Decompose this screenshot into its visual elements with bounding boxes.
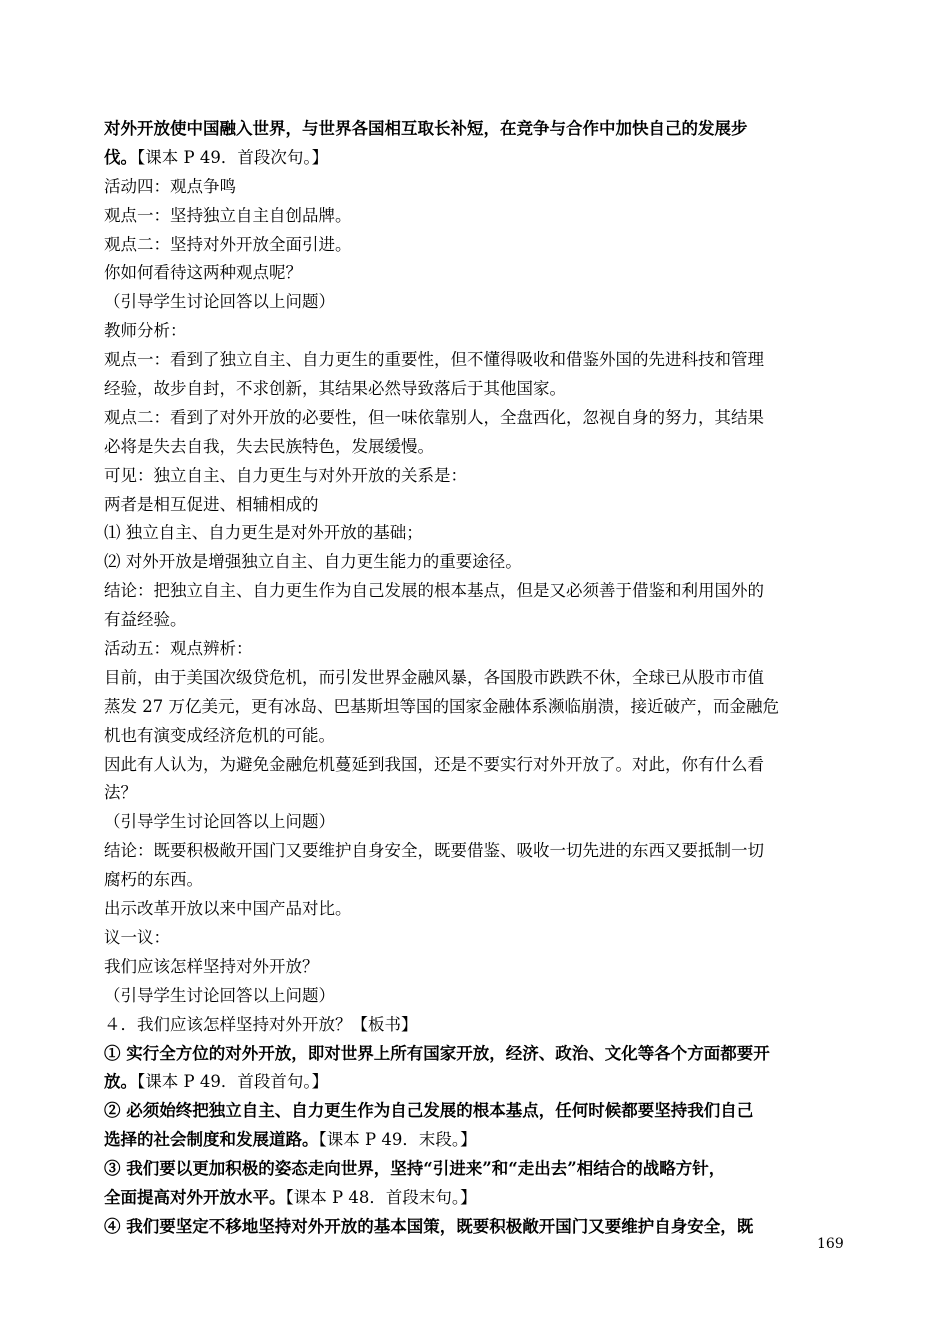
plain-text: 蒸发 27 万亿美元，更有冰岛、巴基斯坦等国的国家金融体系濒临崩溃，接近破产，而金融危	[104, 696, 779, 716]
text-line	[104, 895, 852, 924]
text-line	[104, 1155, 852, 1184]
bold-text: ③ 我们要以更加积极的姿态走向世界，坚持“引进来”和“走出去”相结合的战略方针，	[104, 1159, 726, 1179]
plain-text: 【课本 P 49．首段次句。】	[137, 147, 329, 167]
text-line	[104, 491, 852, 520]
plain-text: ４．我们应该怎样坚持对外开放？【板书】	[104, 1014, 418, 1034]
text-line	[104, 259, 852, 288]
plain-text: 腐朽的东西。	[104, 870, 203, 890]
text-line	[104, 866, 852, 895]
plain-text: 【课本 P 48．首段末句。】	[285, 1187, 477, 1207]
text-line	[104, 1213, 852, 1242]
text-line	[104, 693, 852, 722]
plain-text: 【课本 P 49．首段首句。】	[137, 1072, 329, 1092]
plain-text: 法？	[104, 783, 137, 803]
bold-text: ④ 我们要坚定不移地坚持对外开放的基本国策，既要积极敞开国门又要维护自身安全，既	[104, 1216, 754, 1236]
plain-text: 观点一：看到了独立自主、自力更生的重要性，但不懂得吸收和借鉴外国的先进科技和管理	[104, 350, 764, 370]
bold-text: 放。	[104, 1072, 137, 1092]
text-line	[104, 664, 852, 693]
text-line	[104, 982, 852, 1011]
plain-text: 你如何看待这两种观点呢？	[104, 263, 302, 283]
text-line	[104, 953, 852, 982]
text-line	[104, 779, 852, 808]
bold-text: 全面提高对外开放水平。	[104, 1187, 286, 1207]
plain-text: （引导学生讨论回答以上问题）	[104, 985, 335, 1005]
text-line	[104, 924, 852, 953]
plain-text: ⑵ 对外开放是增强独立自主、自力更生能力的重要途径。	[104, 552, 522, 572]
plain-text: 议一议：	[104, 927, 170, 947]
plain-text: 活动五：观点辨析：	[104, 639, 253, 659]
bold-text: ② 必须始终把独立自主、自力更生作为自己发展的根本基点，任何时候都要坚持我们自己	[104, 1101, 754, 1121]
plain-text: （引导学生讨论回答以上问题）	[104, 812, 335, 832]
plain-text: 机也有演变成经济危机的可能。	[104, 725, 335, 745]
text-line	[104, 635, 852, 664]
plain-text: ⑴ 独立自主、自力更生是对外开放的基础；	[104, 523, 423, 543]
text-line	[104, 317, 852, 346]
text-line	[104, 837, 852, 866]
plain-text: 出示改革开放以来中国产品对比。	[104, 899, 352, 919]
plain-text: 观点二：看到了对外开放的必要性，但一味依靠别人，全盘西化，忽视自身的努力，其结果	[104, 407, 764, 427]
text-line	[104, 462, 852, 491]
text-line	[104, 1068, 852, 1097]
text-line	[104, 519, 852, 548]
text-line	[104, 288, 852, 317]
text-line	[104, 231, 852, 260]
plain-text: 两者是相互促进、相辅相成的	[104, 494, 319, 514]
plain-text: 经验，故步自封，不求创新，其结果必然导致落后于其他国家。	[104, 379, 566, 399]
plain-text: 活动四：观点争鸣	[104, 176, 236, 196]
bold-text: ① 实行全方位的对外开放，即对世界上所有国家开放，经济、政治、文化等各个方面都要开	[104, 1043, 770, 1063]
plain-text: 有益经验。	[104, 610, 187, 630]
text-line	[104, 548, 852, 577]
bold-text: 伐。	[104, 147, 137, 167]
plain-text: 观点二：坚持对外开放全面引进。	[104, 234, 352, 254]
plain-text: （引导学生讨论回答以上问题）	[104, 292, 335, 312]
text-line	[104, 751, 852, 780]
plain-text: 可见：独立自主、自力更生与对外开放的关系是：	[104, 465, 467, 485]
text-line	[104, 606, 852, 635]
plain-text: 结论：把独立自主、自力更生作为自己发展的根本基点，但是又必须善于借鉴和利用国外的	[104, 581, 764, 601]
text-line	[104, 1184, 852, 1213]
text-line	[104, 1126, 852, 1155]
text-line	[104, 144, 852, 173]
text-line	[104, 577, 852, 606]
text-line	[104, 202, 852, 231]
plain-text: 我们应该怎样坚持对外开放？	[104, 956, 319, 976]
plain-text: 因此有人认为，为避免金融危机蔓延到我国，还是不要实行对外开放了。对此，你有什么看	[104, 754, 764, 774]
text-line	[104, 433, 852, 462]
bold-text: 选择的社会制度和发展道路。	[104, 1130, 319, 1150]
page-number: 169	[817, 1236, 844, 1252]
plain-text: 结论：既要积极敞开国门又要维护自身安全，既要借鉴、吸收一切先进的东西又要抵制一切	[104, 841, 764, 861]
plain-text: 【课本 P 49．末段。】	[318, 1130, 477, 1150]
plain-text: 目前，由于美国次级贷危机，而引发世界金融风暴，各国股市跌跌不休，全球已从股市市值	[104, 667, 764, 687]
text-line	[104, 1011, 852, 1040]
text-line	[104, 1040, 852, 1069]
text-line	[104, 346, 852, 375]
text-line	[104, 173, 852, 202]
plain-text: 教师分析：	[104, 321, 187, 341]
text-line	[104, 404, 852, 433]
plain-text: 观点一：坚持独立自主自创品牌。	[104, 205, 352, 225]
text-line	[104, 808, 852, 837]
plain-text: 必将是失去自我，失去民族特色，发展缓慢。	[104, 436, 434, 456]
text-line	[104, 722, 852, 751]
text-line	[104, 375, 852, 404]
text-line	[104, 115, 852, 144]
body-text	[104, 115, 852, 1242]
bold-text: 对外开放使中国融入世界，与世界各国相互取长补短，在竞争与合作中加快自己的发展步	[104, 119, 748, 138]
text-line	[104, 1097, 852, 1126]
